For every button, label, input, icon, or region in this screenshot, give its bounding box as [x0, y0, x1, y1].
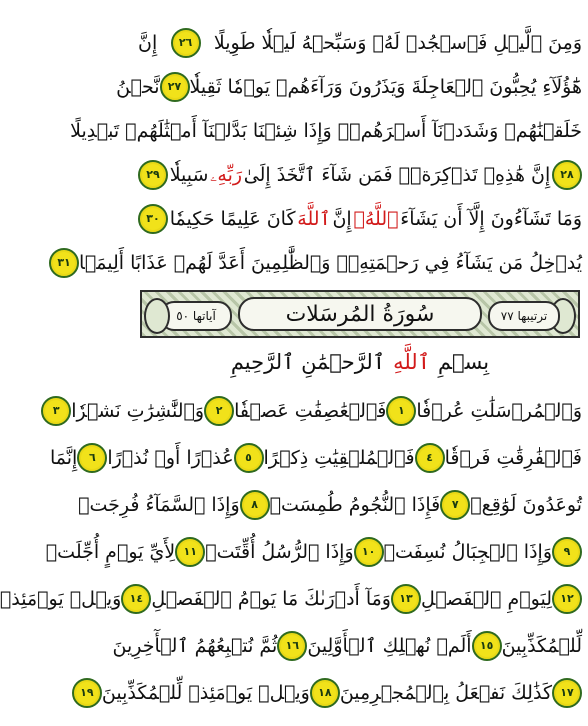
- verse-number-marker: ١٣: [391, 584, 421, 614]
- verse-number-marker: ٩: [552, 537, 582, 567]
- verse-text: خَلَقۡنَٰهُمۡ وَشَدَدۡنَآ أَسۡرَهُمۡۖ وَإِذَا شِئۡنَا بَدَّلۡنَآ أَمۡثَٰلَهُمۡ تَبۡدِيلًا: [70, 120, 582, 142]
- verse-number-marker: ٢٩: [138, 160, 168, 190]
- verse-text: فَٱلۡعَٰصِفَٰتِ عَصۡفٗا: [234, 400, 387, 422]
- verse-text: نَّحۡنُ: [116, 76, 160, 98]
- verse-text: كَانَ عَلِيمًا حَكِيمٗا: [169, 208, 296, 230]
- verse-number-marker: ٨: [240, 490, 270, 520]
- verse-text: تُوعَدُونَ لَوَٰقِعٞ: [470, 494, 582, 516]
- verse-text: وَمِنَ ٱلَّيۡلِ فَٱسۡجُدۡ لَهُۥ وَسَبِّحۡهُ لَيۡلٗا طَوِيلًا: [213, 32, 582, 54]
- text-line: [52, 392, 582, 430]
- verse-text: إِنَّ: [138, 32, 158, 54]
- verse-text: بِسۡمِ: [438, 350, 490, 374]
- verse-text: إِنَّمَا: [49, 447, 78, 469]
- verse-number-marker: ١١: [175, 537, 205, 567]
- verse-number-marker: ٢: [204, 396, 234, 426]
- verse-text: لِيَوۡمِ ٱلۡفَصۡلِ: [420, 588, 552, 610]
- surah-title: سُورَةُ المُرسَلات: [238, 297, 482, 331]
- verse-number-marker: ٦: [77, 443, 107, 473]
- verse-text: ثُمَّ نُتۡبِعُهُمُ ٱلۡأٓخِرِينَ: [112, 635, 278, 657]
- verse-text: وَمَآ أَدۡرَىٰكَ مَا يَوۡمُ ٱلۡفَصۡلِ: [151, 588, 391, 610]
- verse-text: وَٱلۡمُرۡسَلَٰتِ عُرۡفٗا: [416, 400, 582, 422]
- divine-name-text: رَبِّهِۦ: [210, 164, 243, 186]
- divine-name-text: ٱللَّهَ: [297, 208, 331, 230]
- verse-number-marker: ٧: [440, 490, 470, 520]
- text-line: [0, 580, 582, 618]
- verse-text: فَٱلۡمُلۡقِيَٰتِ ذِكۡرًا: [263, 447, 415, 469]
- verse-text: وَيۡلٞ يَوۡمَئِذٖ: [0, 588, 122, 610]
- verse-text: عُذۡرًا أَوۡ نُذۡرًا: [107, 447, 234, 469]
- verse-text: وَإِذَا ٱلرُّسُلُ أُقِّتَتۡ: [205, 541, 354, 563]
- surah-verses-badge: آياتها ٥٠: [160, 301, 232, 331]
- text-line: [112, 627, 582, 665]
- verse-number-marker: ٢٦: [171, 28, 201, 58]
- text-line: [70, 112, 582, 150]
- verse-text: وَمَا تَشَآءُونَ إِلَّآ أَن يَشَآءَ: [400, 208, 582, 230]
- verse-number-marker: ٤: [415, 443, 445, 473]
- text-line: [116, 68, 582, 106]
- text-line: [80, 674, 582, 712]
- text-line: [138, 200, 582, 238]
- divine-name-text: ٱللَّهُۚ: [353, 208, 399, 230]
- verse-text: ٱلرَّحۡمَٰنِ ٱلرَّحِيمِ: [230, 350, 386, 374]
- verse-number-marker: ٣: [41, 396, 71, 426]
- verse-text: إِنَّ هَٰذِهِۦ تَذۡكِرَةٞۖ فَمَن شَآءَ ٱتَّخَذَ إِلَىٰ: [243, 164, 551, 186]
- verse-text: فَإِذَا ٱلنُّجُومُ طُمِسَتۡ: [269, 494, 441, 516]
- verse-number-marker: ٥: [234, 443, 264, 473]
- text-line: [138, 156, 582, 194]
- verse-number-marker: ٣٠: [138, 204, 168, 234]
- verse-text: وَٱلنَّٰشِرَٰتِ نَشۡرٗا: [71, 400, 205, 422]
- verse-text: إِنَّ: [332, 208, 352, 230]
- divine-name-text: ٱللَّهِ: [393, 350, 430, 374]
- surah-order-badge: ترتيبها ٧٧: [488, 301, 560, 331]
- text-line: [78, 486, 582, 524]
- verse-number-marker: ١٧: [552, 678, 582, 708]
- text-line: [49, 439, 582, 477]
- verse-text: وَإِذَا ٱلۡجِبَالُ نُسِفَتۡ: [383, 541, 552, 563]
- banner-ornament-left: [144, 298, 170, 334]
- verse-number-marker: ١٤: [121, 584, 151, 614]
- verse-text: يُدۡخِلُ مَن يَشَآءُ فِي رَحۡمَتِهِۦۚ وَٱلظَّٰلِمِينَ أَعَدَّ لَهُمۡ عَذَابًا أَلِيمَۢا: [79, 252, 582, 274]
- verse-number-marker: ١٨: [310, 678, 340, 708]
- verse-number-marker: ٣١: [49, 248, 79, 278]
- basmala: [132, 350, 588, 386]
- verse-number-marker: ٢٧: [160, 72, 190, 102]
- verse-text: وَيۡلٞ يَوۡمَئِذٖ لِّلۡمُكَذِّبِينَ: [101, 682, 310, 704]
- verse-number-marker: ١٥: [472, 631, 502, 661]
- text-line: [138, 24, 582, 62]
- verse-text: هَٰٓؤُلَآءِ يُحِبُّونَ ٱلۡعَاجِلَةَ وَيَذَرُونَ وَرَآءَهُمۡ يَوۡمٗا ثَقِيلٗا: [189, 76, 582, 98]
- verse-number-marker: ١٩: [72, 678, 102, 708]
- verse-text: فَٱلۡفَٰرِقَٰتِ فَرۡقٗا: [444, 447, 582, 469]
- verse-text: لِأَيِّ يَوۡمٍ أُجِّلَتۡ: [45, 541, 176, 563]
- verse-text: لِّلۡمُكَذِّبِينَ: [501, 635, 582, 657]
- verse-number-marker: ١٦: [277, 631, 307, 661]
- verse-number-marker: ١٠: [354, 537, 384, 567]
- surah-header-banner: [140, 290, 580, 338]
- verse-text: وَإِذَا ٱلسَّمَآءُ فُرِجَتۡ: [78, 494, 240, 516]
- verse-number-marker: ٢٨: [552, 160, 582, 190]
- verse-text: أَلَمۡ نُهۡلِكِ ٱلۡأَوَّلِينَ: [307, 635, 472, 657]
- verse-text: سَبِيلٗا: [169, 164, 209, 186]
- verse-text: كَذَٰلِكَ نَفۡعَلُ بِٱلۡمُجۡرِمِينَ: [339, 682, 552, 704]
- text-line: [45, 533, 582, 571]
- verse-number-marker: ١٢: [552, 584, 582, 614]
- text-line: [57, 244, 582, 282]
- verse-number-marker: ١: [386, 396, 416, 426]
